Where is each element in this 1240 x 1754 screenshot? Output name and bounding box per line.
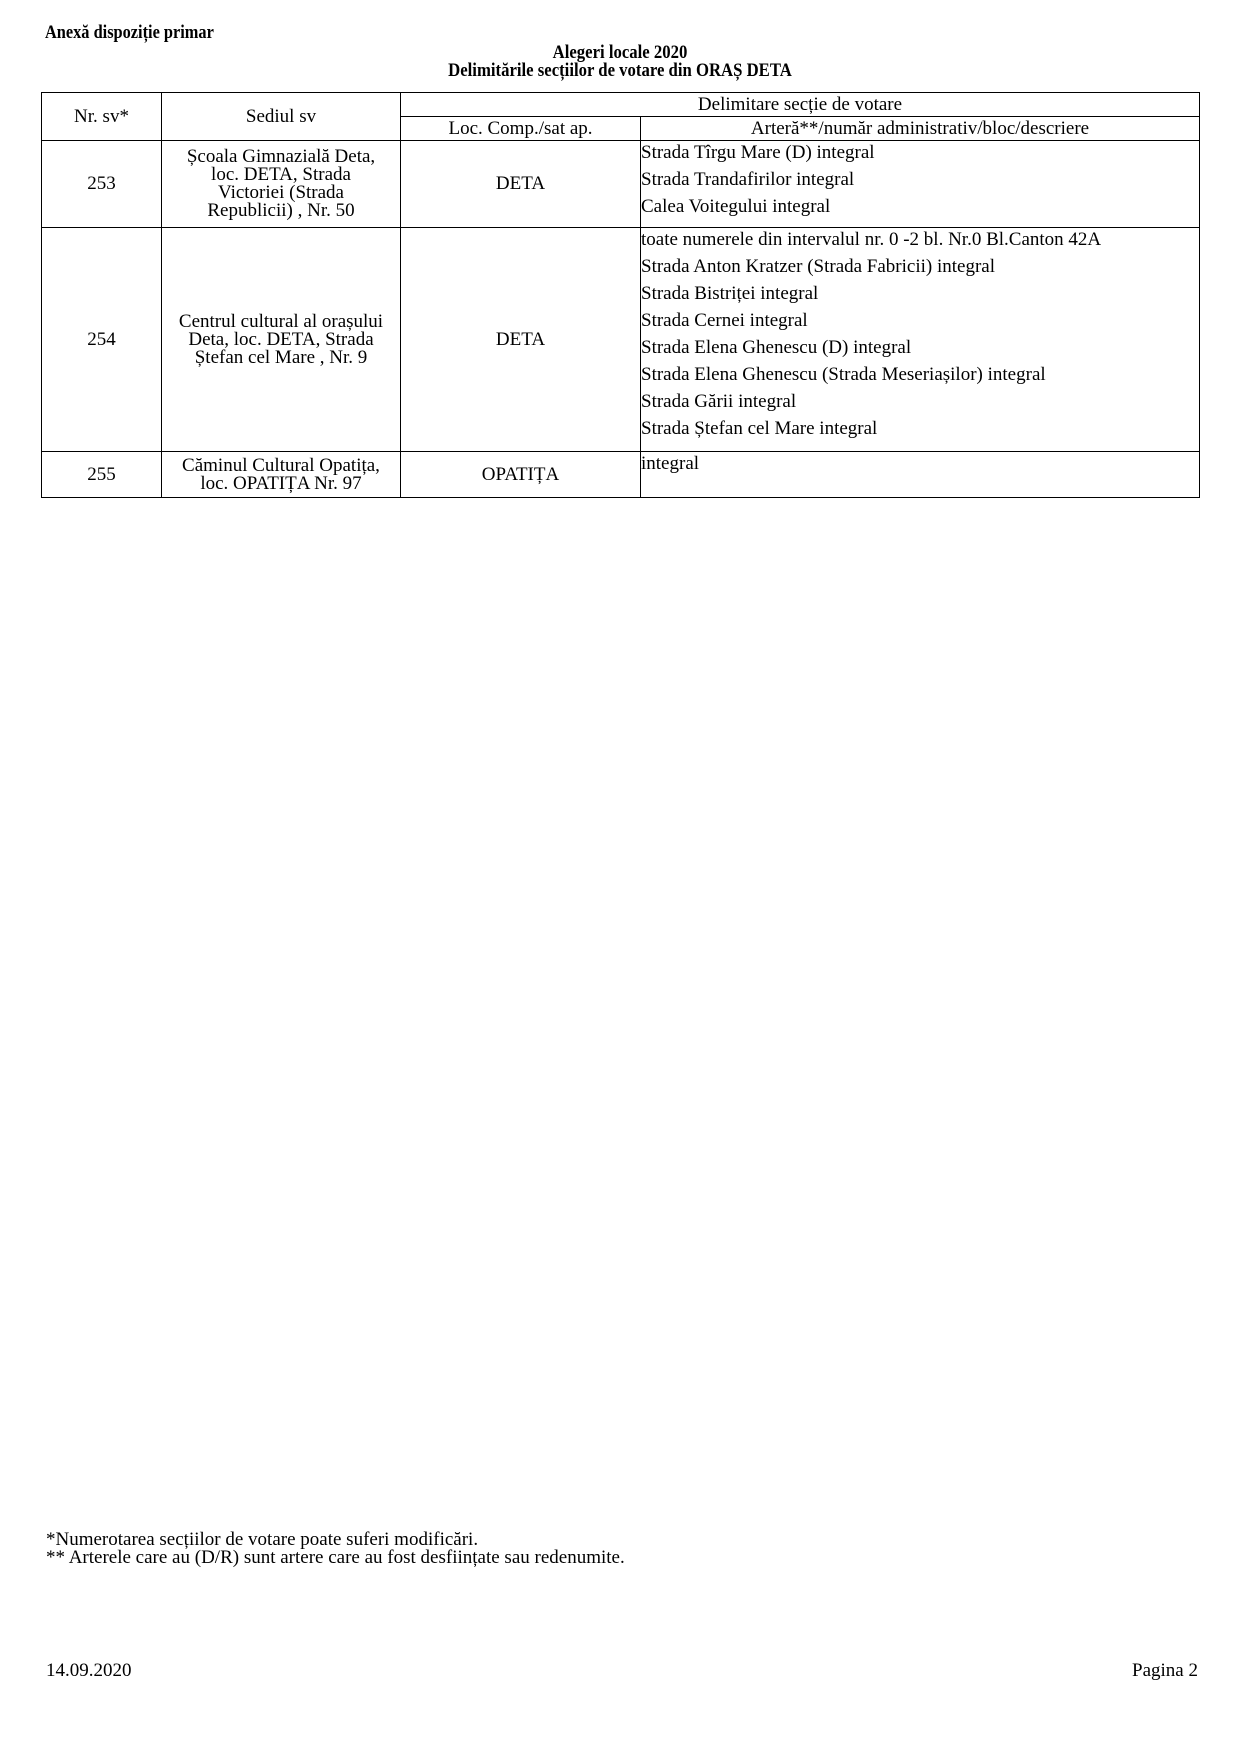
header-nr-sv: Nr. sv* xyxy=(42,93,162,141)
section-locality: OPATIȚA xyxy=(401,452,641,498)
section-arteries xyxy=(641,228,1200,452)
table-row xyxy=(42,452,1200,498)
header-loc-comp: Loc. Comp./sat ap. xyxy=(401,117,641,141)
title-line-2: Delimitările secțiilor de votare din ORAȘ DETA xyxy=(448,60,792,81)
artery-item: Strada Gării integral xyxy=(641,391,797,412)
annex-label: Anexă dispoziție primar xyxy=(45,22,214,43)
table-row xyxy=(42,141,1200,228)
artery-item: Strada Bistriței integral xyxy=(641,283,819,304)
footnotes xyxy=(46,1531,625,1567)
header-artera: Arteră**/număr administrativ/bloc/descriere xyxy=(641,117,1200,141)
section-arteries xyxy=(641,452,1200,498)
artery-item: toate numerele din intervalul nr. 0 -2 bl. Nr.0 Bl.Canton 42A xyxy=(641,229,1102,250)
artery-item: Strada Tîrgu Mare (D) integral xyxy=(641,142,875,163)
artery-item: integral xyxy=(641,453,700,474)
footnote-arteries: ** Arterele care au (D/R) sunt artere care au fost desființate sau redenumite. xyxy=(46,1547,625,1568)
artery-item: Calea Voitegului integral xyxy=(641,196,831,217)
section-number: 255 xyxy=(42,452,162,498)
header-sediu: Sediul sv xyxy=(162,93,401,141)
artery-item: Strada Trandafirilor integral xyxy=(641,169,855,190)
footer-page-number: Pagina 2 xyxy=(1132,1660,1198,1681)
section-location: Căminul Cultural Opatița, loc. OPATIȚA Nr. 97 xyxy=(162,452,401,498)
title-line-1: Alegeri locale 2020 xyxy=(552,42,688,63)
section-locality: DETA xyxy=(401,228,641,452)
artery-item: Strada Elena Ghenescu (Strada Meseriașilor) integral xyxy=(641,364,1046,385)
artery-item: Strada Ștefan cel Mare integral xyxy=(641,418,878,439)
section-location: Școala Gimnazială Deta, loc. DETA, Strada Victoriei (Strada Republicii) , Nr. 50 xyxy=(162,141,401,228)
document-title xyxy=(40,44,1200,80)
artery-item: Strada Elena Ghenescu (D) integral xyxy=(641,337,912,358)
section-location: Centrul cultural al orașului Deta, loc. DETA, Strada Ștefan cel Mare , Nr. 9 xyxy=(162,228,401,452)
footer-date: 14.09.2020 xyxy=(46,1660,132,1681)
footnote-numbering: *Numerotarea secțiilor de votare poate suferi modificări. xyxy=(46,1529,479,1550)
artery-item: Strada Cernei integral xyxy=(641,310,808,331)
section-locality: DETA xyxy=(401,141,641,228)
section-number: 254 xyxy=(42,228,162,452)
section-number: 253 xyxy=(42,141,162,228)
table-row xyxy=(42,228,1200,452)
polling-sections-table xyxy=(41,92,1200,498)
header-delimitare: Delimitare secție de votare xyxy=(401,93,1200,117)
section-arteries xyxy=(641,141,1200,228)
artery-item: Strada Anton Kratzer (Strada Fabricii) integral xyxy=(641,256,996,277)
